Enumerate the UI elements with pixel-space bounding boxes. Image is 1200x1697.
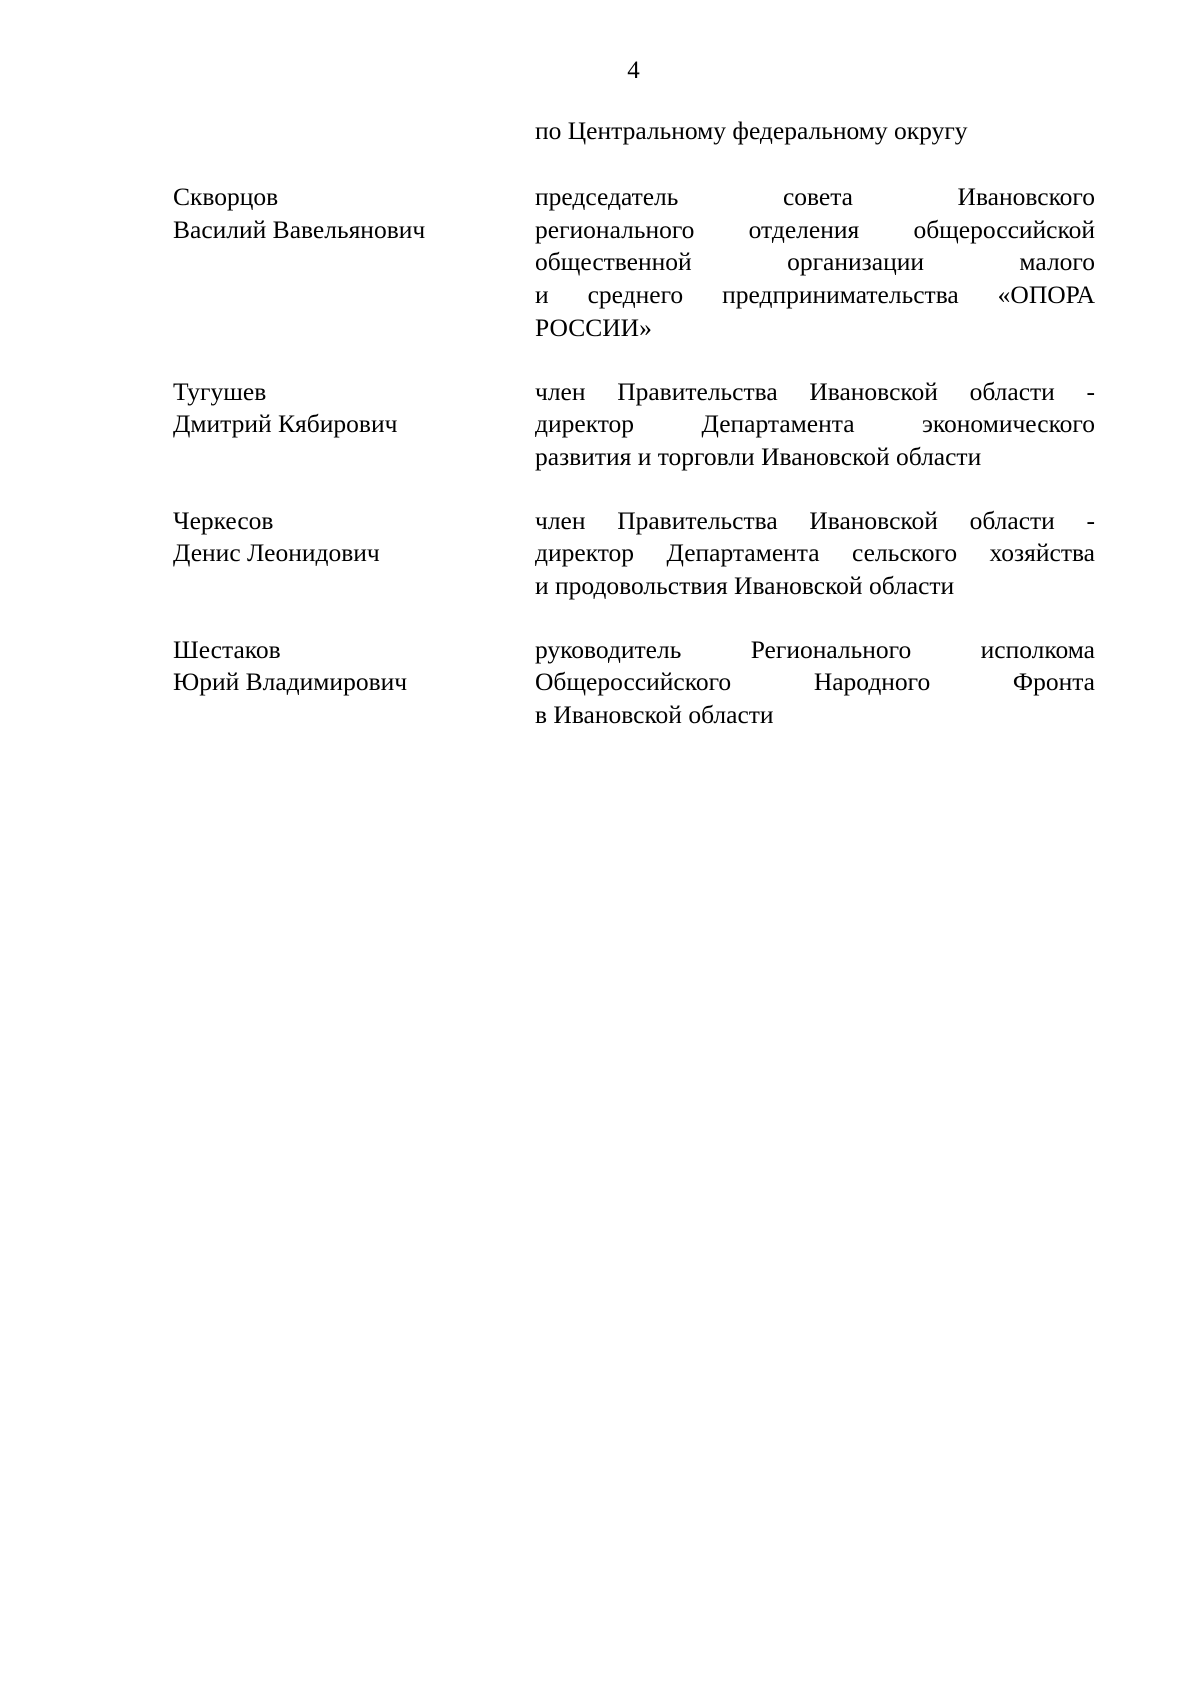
position-line: директор Департамента сельского хозяйства bbox=[535, 538, 1095, 568]
member-position bbox=[535, 376, 1095, 474]
member-given-names: Василий Вавельянович bbox=[173, 214, 426, 244]
member-position bbox=[535, 634, 1095, 732]
position-line: член Правительства Ивановской области - bbox=[535, 505, 1095, 535]
position-line: и продовольствия Ивановской области bbox=[535, 571, 955, 601]
member-surname: Шестаков bbox=[173, 634, 281, 664]
member-surname: Черкесов bbox=[173, 505, 274, 535]
position-line: председатель совета Ивановского bbox=[535, 182, 1095, 211]
member-position bbox=[535, 181, 1095, 345]
member-position bbox=[535, 505, 1095, 603]
position-line: РОССИИ» bbox=[535, 312, 652, 342]
position-line: Общероссийского Народного Фронта bbox=[535, 667, 1095, 697]
position-line: и среднего предпринимательства «ОПОРА bbox=[535, 280, 1095, 310]
position-line: руководитель Регионального исполкома bbox=[535, 634, 1095, 664]
member-given-names: Денис Леонидович bbox=[173, 538, 380, 568]
member-surname: Скворцов bbox=[173, 182, 279, 211]
member-given-names: Юрий Владимирович bbox=[173, 667, 408, 697]
page-number: 4 bbox=[627, 57, 640, 84]
member-name bbox=[173, 376, 535, 474]
position-line: директор Департамента экономического bbox=[535, 409, 1095, 439]
member-entry bbox=[173, 505, 1095, 603]
position-line: член Правительства Ивановской области - bbox=[535, 376, 1095, 406]
member-name bbox=[173, 181, 535, 345]
member-entry bbox=[173, 634, 1095, 732]
member-name bbox=[173, 505, 535, 603]
position-line: регионального отделения общероссийской bbox=[535, 214, 1095, 244]
member-name bbox=[173, 634, 535, 732]
member-list bbox=[173, 181, 1095, 732]
member-entry bbox=[173, 376, 1095, 474]
position-line: в Ивановской области bbox=[535, 700, 774, 730]
continuation-line: по Центральному федеральному округу bbox=[535, 116, 968, 145]
member-surname: Тугушев bbox=[173, 376, 267, 406]
member-given-names: Дмитрий Кябирович bbox=[173, 409, 398, 439]
position-line: развития и торговли Ивановской области bbox=[535, 441, 982, 471]
position-line: общественной организации малого bbox=[535, 247, 1095, 277]
member-entry bbox=[173, 181, 1095, 345]
